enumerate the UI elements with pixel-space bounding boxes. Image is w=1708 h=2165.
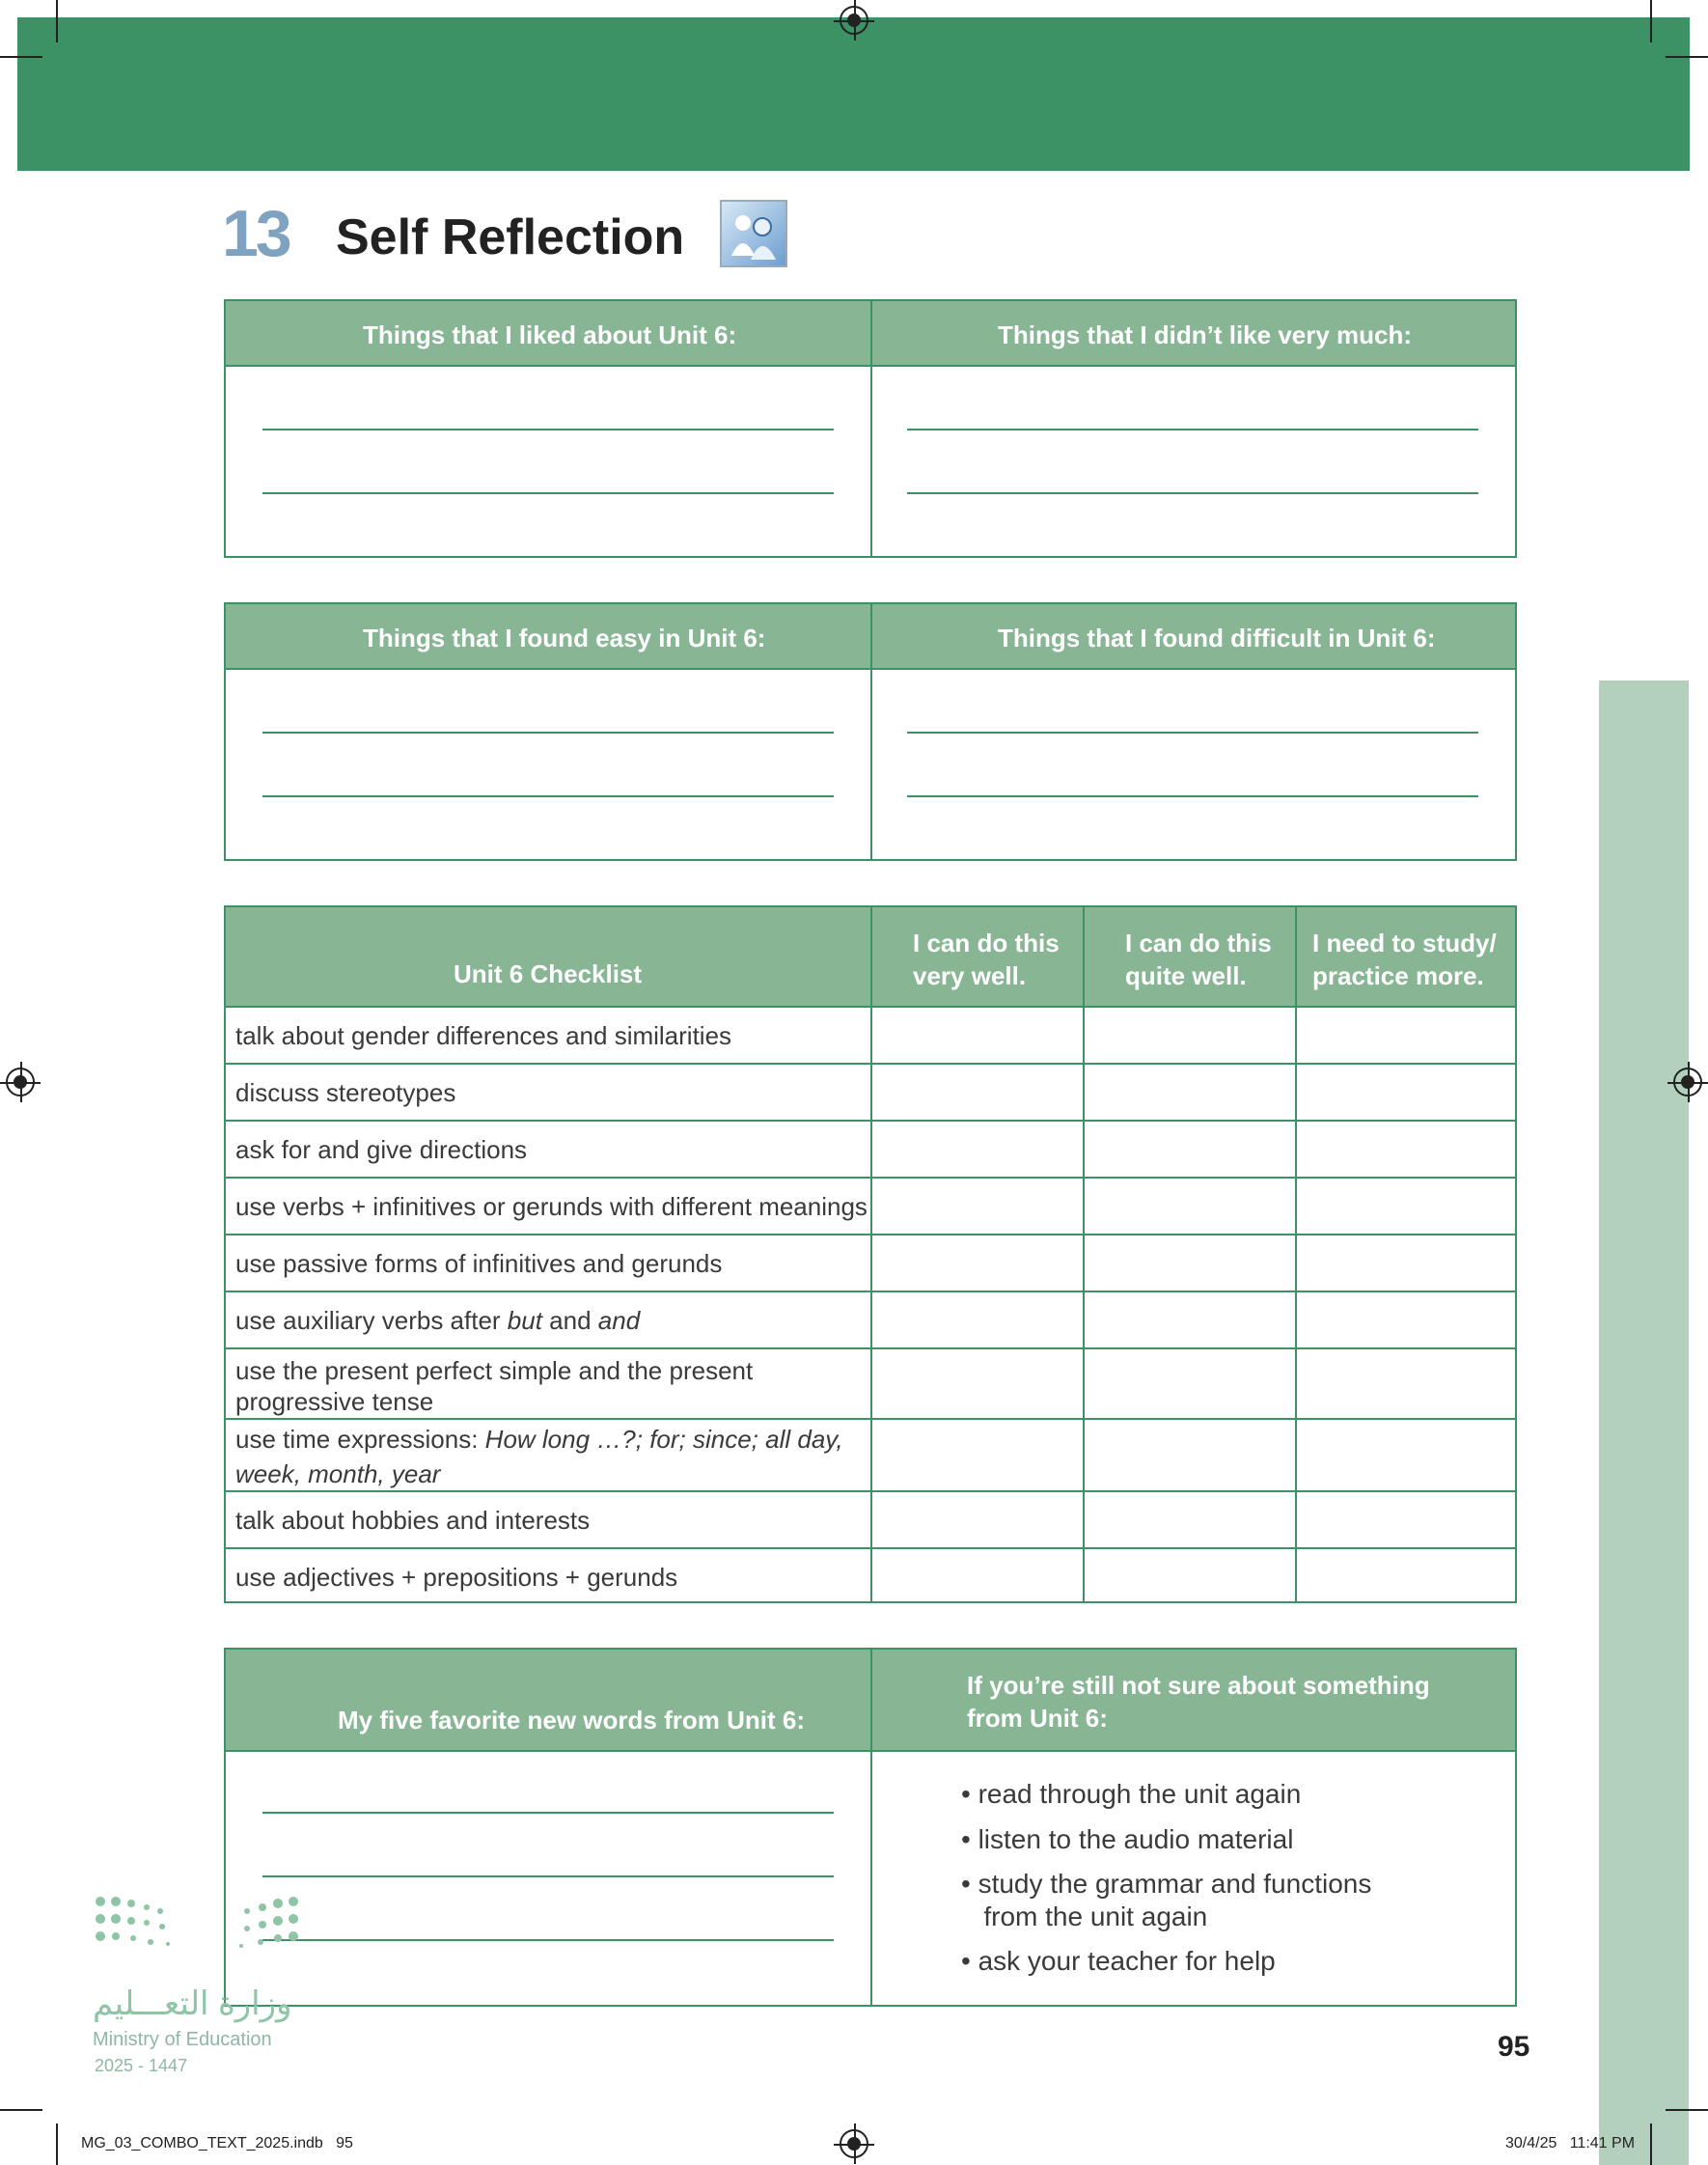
checklist-table bbox=[224, 905, 1517, 1603]
checklist-title: Unit 6 Checklist bbox=[454, 959, 643, 988]
crop-mark bbox=[1650, 0, 1652, 42]
registration-mark-icon bbox=[6, 1068, 35, 1096]
tip-item: from the unit again bbox=[961, 1901, 1208, 1931]
crop-mark bbox=[56, 0, 58, 42]
slug-left: MG_03_COMBO_TEXT_2025.indb 95 bbox=[81, 2135, 353, 2151]
disliked-header: Things that I didn’t like very much: bbox=[998, 320, 1413, 349]
self-reflection-icon bbox=[720, 200, 787, 267]
crop-mark bbox=[0, 56, 42, 58]
registration-mark-icon bbox=[840, 6, 868, 35]
page-number: 95 bbox=[1498, 2031, 1530, 2063]
need-study-cells[interactable] bbox=[1297, 1008, 1515, 1601]
favorite-words-header: My five favorite new words from Unit 6: bbox=[338, 1706, 805, 1735]
ministry-logo-arabic: وزارة التعـــليم bbox=[93, 1985, 292, 2022]
crop-mark bbox=[0, 2109, 42, 2111]
registration-mark-icon bbox=[1673, 1068, 1702, 1096]
quite-well-cells[interactable] bbox=[1085, 1008, 1295, 1601]
col-need-study: I need to study/ practice more. bbox=[1312, 929, 1497, 990]
write-line[interactable] bbox=[907, 492, 1478, 494]
registration-mark-icon bbox=[840, 2129, 868, 2158]
easy-box bbox=[224, 602, 1517, 861]
liked-box bbox=[224, 299, 1517, 558]
slug-right: 30/4/25 11:41 PM bbox=[1505, 2135, 1636, 2151]
section-number: 13 bbox=[222, 197, 289, 270]
ministry-logo-year: 2025 - 1447 bbox=[95, 2056, 188, 2075]
write-line[interactable] bbox=[262, 795, 834, 797]
checklist-row: ask for and give directions bbox=[226, 1120, 1515, 1177]
liked-header: Things that I liked about Unit 6: bbox=[363, 320, 737, 349]
checklist-row: use adjectives + prepositions + gerunds bbox=[226, 1547, 1515, 1601]
checklist-row: use verbs + infinitives or gerunds with different meanings bbox=[226, 1177, 1515, 1234]
tip-item: • ask your teacher for help bbox=[961, 1946, 1276, 1976]
ministry-logo-dots bbox=[93, 1894, 305, 1952]
crop-mark bbox=[1666, 2109, 1708, 2111]
crop-mark bbox=[56, 2123, 58, 2165]
col-very-well: I can do this very well. bbox=[913, 929, 1060, 990]
checklist-row: talk about hobbies and interests bbox=[226, 1490, 1515, 1547]
tip-item: • listen to the audio material bbox=[961, 1824, 1294, 1854]
not-sure-header: If you’re still not sure about something from Unit 6: bbox=[967, 1671, 1430, 1733]
write-line[interactable] bbox=[262, 1875, 834, 1877]
difficult-header: Things that I found difficult in Unit 6: bbox=[998, 624, 1436, 652]
checklist-row: talk about gender differences and similarities bbox=[226, 1006, 1515, 1063]
col-quite-well: I can do this quite well. bbox=[1125, 929, 1272, 990]
words-box bbox=[224, 1648, 1517, 2007]
easy-header: Things that I found easy in Unit 6: bbox=[363, 624, 766, 652]
crop-mark bbox=[1666, 56, 1708, 58]
crop-mark bbox=[1650, 2123, 1652, 2165]
write-line[interactable] bbox=[907, 795, 1478, 797]
checklist-row: use time expressions: How long …?; for; since; all day, week, month, year bbox=[226, 1418, 1515, 1490]
checklist-row: use the present perfect simple and the present progressive tense bbox=[226, 1347, 1515, 1418]
tips-list bbox=[961, 1779, 1501, 1991]
checklist-row: discuss stereotypes bbox=[226, 1063, 1515, 1120]
section-title: Self Reflection bbox=[336, 209, 685, 265]
tip-item: • study the grammar and functions bbox=[961, 1869, 1372, 1899]
write-line[interactable] bbox=[262, 492, 834, 494]
side-strip bbox=[1599, 680, 1689, 2165]
checklist-row: use auxiliary verbs after but and and bbox=[226, 1291, 1515, 1347]
write-line[interactable] bbox=[262, 429, 834, 430]
write-line[interactable] bbox=[262, 732, 834, 734]
tip-item: • read through the unit again bbox=[961, 1779, 1302, 1809]
write-line[interactable] bbox=[907, 732, 1478, 734]
write-line[interactable] bbox=[907, 429, 1478, 430]
very-well-cells[interactable] bbox=[872, 1008, 1083, 1601]
ministry-logo-english: Ministry of Education bbox=[93, 2029, 272, 2050]
write-line[interactable] bbox=[262, 1812, 834, 1814]
checklist-row: use passive forms of infinitives and gerunds bbox=[226, 1234, 1515, 1291]
write-line[interactable] bbox=[262, 1939, 834, 1941]
